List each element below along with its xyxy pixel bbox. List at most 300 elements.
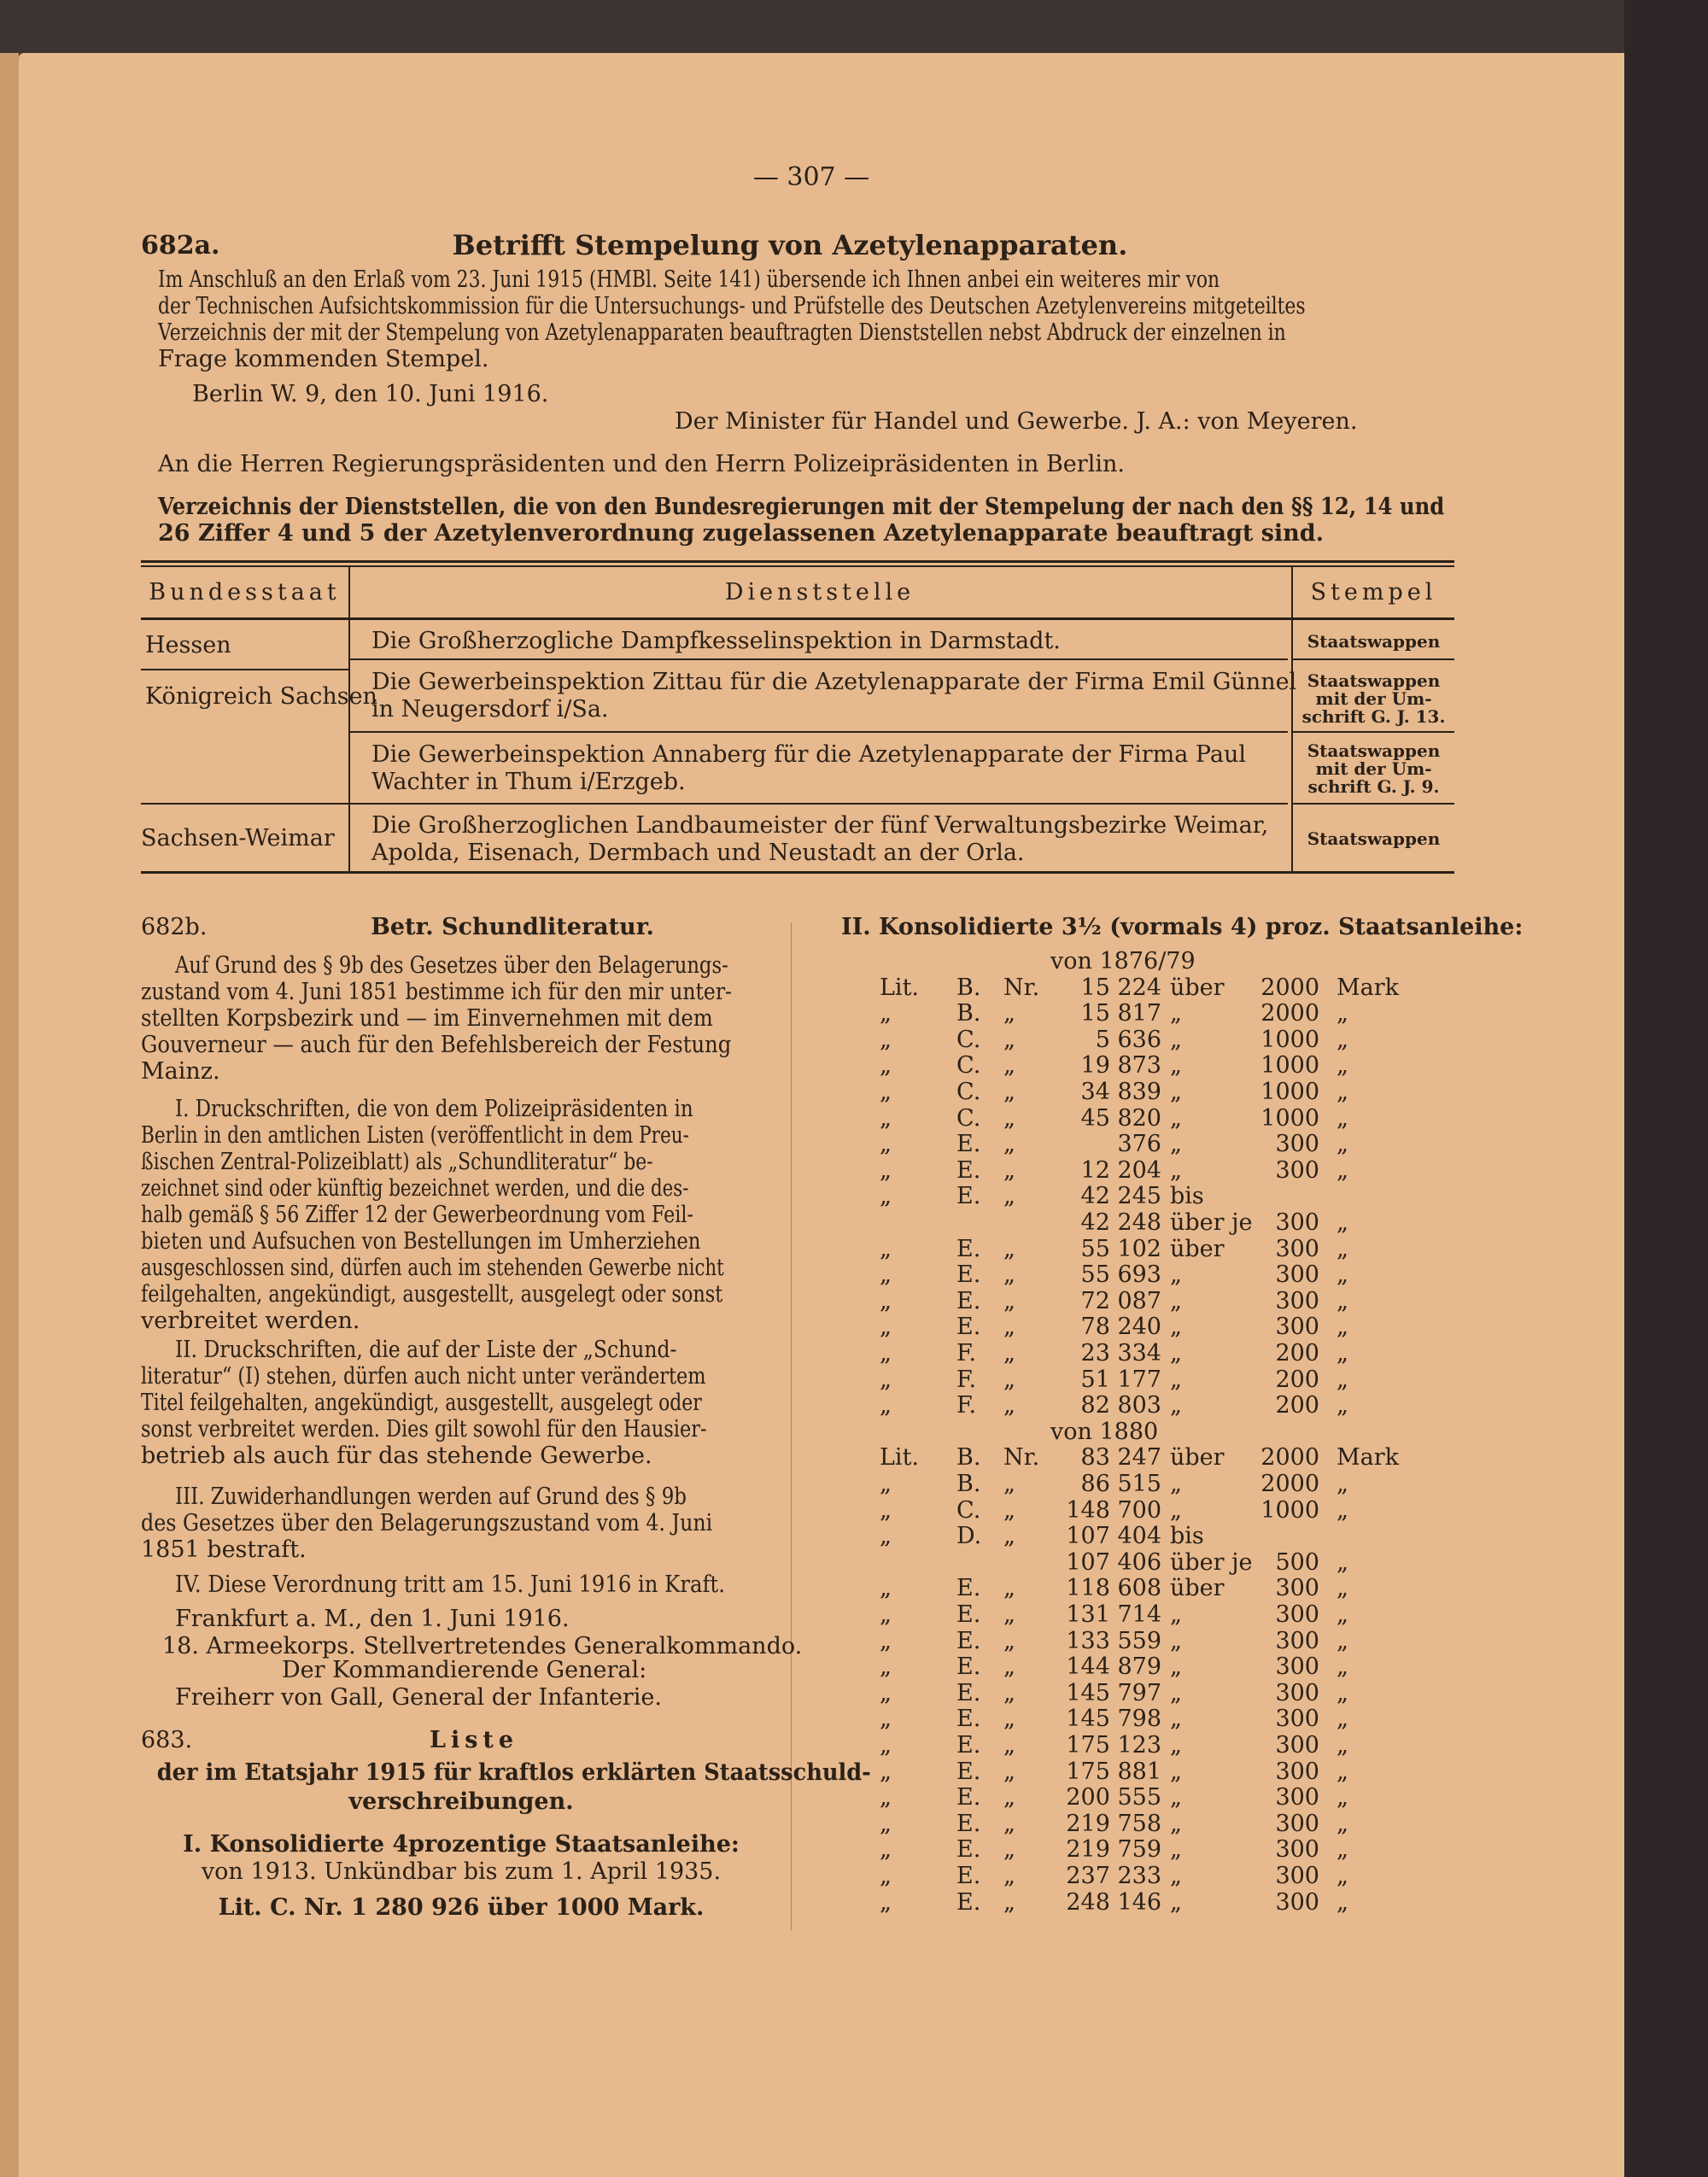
bond-row <box>880 1236 1426 1262</box>
bond-cell: „ <box>1003 1679 1015 1706</box>
bond-cell: „ <box>880 1575 892 1602</box>
intro-paragraph <box>158 266 1443 372</box>
table-cell-office: Die Großherzoglichen Landbaumeister der fünf Verwaltungsbezirke Weimar, <box>371 812 1269 839</box>
stamp-line: schrift G. J. 13. <box>1301 706 1446 727</box>
table-cell-office: in Neugersdorf i/Sa. <box>371 696 609 723</box>
table-header: Dienststelle <box>724 579 915 606</box>
bond-cell: 15 817 <box>1080 1000 1161 1027</box>
bond-cell: 300 <box>1275 1706 1319 1733</box>
bond-cell: 1000 <box>1261 1026 1319 1053</box>
column-divider <box>348 565 350 871</box>
bond-cell: F. <box>956 1366 977 1393</box>
bond-cell: 2000 <box>1261 974 1319 1001</box>
bond-cell: „ <box>1170 1810 1182 1837</box>
bond-cell: Mark <box>1337 1444 1400 1472</box>
bond-cell: „ <box>880 1131 892 1158</box>
bond-row <box>880 1366 1426 1393</box>
bond-cell: „ <box>880 1392 892 1419</box>
bond-cell: „ <box>1170 1758 1182 1785</box>
bond-cell: E. <box>956 1706 981 1733</box>
bond-cell: C. <box>956 1079 981 1105</box>
bond-cell: „ <box>1003 1000 1015 1027</box>
bond-row <box>880 974 1426 1001</box>
bond-cell: „ <box>1003 1104 1015 1132</box>
bond-cell: „ <box>1337 1836 1348 1864</box>
bond-cell: E. <box>956 1575 981 1602</box>
bond-cell: E. <box>956 1235 981 1262</box>
paragraph-line: Verzeichnis der mit der Stempelung von Azetylenapparaten beauftragten Dienststellen nebst Abdruck der einzelnen in <box>158 319 1286 346</box>
stamp-line: schrift G. J. 9. <box>1307 776 1440 797</box>
bond-cell: 300 <box>1275 1601 1319 1628</box>
bond-cell: B. <box>956 974 981 1001</box>
bond-cell: „ <box>1003 1888 1015 1916</box>
bond-row <box>880 1784 1426 1811</box>
bond-cell: „ <box>1337 1863 1348 1889</box>
section-subtitle: verschreibungen. <box>348 1788 574 1815</box>
bond-cell: „ <box>880 1732 892 1759</box>
bond-cell: „ <box>1003 1496 1015 1524</box>
bond-cell: 175 881 <box>1066 1758 1161 1785</box>
bond-cell: „ <box>880 1471 892 1497</box>
bond-cell: 200 <box>1275 1340 1319 1366</box>
bond-cell: „ <box>880 1052 892 1080</box>
bond-row <box>880 1183 1426 1209</box>
section-title: Liste <box>429 1727 519 1753</box>
bond-cell: „ <box>1170 1888 1182 1916</box>
article-paragraph-1 <box>141 1096 790 1334</box>
bond-cell: „ <box>1003 1183 1015 1210</box>
bond-cell: „ <box>1337 1156 1348 1184</box>
bond-cell: B. <box>956 1444 981 1472</box>
bond-cell: „ <box>880 1601 892 1628</box>
table-cell-office: Die Gewerbeinspektion Zittau für die Azetylenapparate der Firma Emil Günnel <box>371 669 1297 695</box>
bond-cell: „ <box>1003 1601 1015 1628</box>
bond-cell: E. <box>956 1261 981 1289</box>
bond-cell: 2000 <box>1261 1444 1319 1472</box>
bond-row <box>880 1575 1426 1601</box>
bond-cell: über <box>1170 1235 1225 1262</box>
bond-cell: 148 700 <box>1066 1496 1161 1524</box>
bond-cell: „ <box>880 1183 892 1210</box>
text-line: halb gemäß § 56 Ziffer 12 der Gewerbeordnung vom Feil- <box>141 1202 693 1228</box>
bond-cell: „ <box>1003 1079 1015 1105</box>
bond-cell: „ <box>1003 1026 1015 1053</box>
bond-cell: Mark <box>1337 974 1400 1001</box>
bond-cell: Nr. <box>1003 974 1040 1001</box>
bond-cell: „ <box>1003 1523 1015 1550</box>
table-cell-office: Wachter in Thum i/Erzgeb. <box>371 769 686 795</box>
bond-cell: „ <box>1337 1627 1348 1654</box>
bond-cell: „ <box>1003 1156 1015 1184</box>
bond-cell: „ <box>880 1340 892 1366</box>
bond-cell: 34 839 <box>1080 1079 1161 1105</box>
bond-row <box>880 1601 1426 1628</box>
bond-cell: „ <box>1003 1627 1015 1654</box>
bond-cell: E. <box>956 1314 981 1341</box>
book-binding <box>1624 0 1708 2177</box>
table-header-rule <box>141 617 1454 620</box>
bond-cell: „ <box>1337 1209 1348 1236</box>
bond-cell: 300 <box>1275 1235 1319 1262</box>
bond-cell: 300 <box>1275 1758 1319 1785</box>
bond-cell: „ <box>880 1758 892 1785</box>
text-line: verbreitet werden. <box>141 1308 360 1334</box>
bond-cell: C. <box>956 1052 981 1080</box>
bond-row <box>880 1000 1426 1027</box>
bond-cell: „ <box>880 1314 892 1341</box>
table-header: Stempel <box>1310 579 1437 606</box>
bond-cell: „ <box>1170 1366 1182 1393</box>
text-line: Gouverneur — auch für den Befehlsbereich der Festung <box>141 1032 732 1058</box>
bond-cell: „ <box>1003 1732 1015 1759</box>
bond-cell: E. <box>956 1732 981 1759</box>
row-rule <box>348 731 1288 733</box>
bond-cell: „ <box>880 1235 892 1262</box>
bond-cell: 248 146 <box>1066 1888 1161 1916</box>
bond-cell: 107 406 <box>1066 1548 1161 1576</box>
stamp-line: Staatswappen <box>1307 670 1441 691</box>
bond-cell: 200 555 <box>1066 1784 1161 1811</box>
table-header: Bundesstaat <box>149 579 341 606</box>
bond-cell: 5 636 <box>1095 1026 1161 1053</box>
bond-cell: 300 <box>1275 1888 1319 1916</box>
bond-cell: Lit. <box>880 1444 919 1472</box>
table-cell-state: Königreich Sachsen <box>145 683 377 710</box>
text-line: ausgeschlossen sind, dürfen auch im stehenden Gewerbe nicht <box>141 1255 724 1281</box>
bond-cell: „ <box>1170 1627 1182 1654</box>
row-rule <box>1291 803 1454 805</box>
table-top-rule <box>141 560 1454 563</box>
bond-cell: „ <box>1170 1784 1182 1811</box>
bond-cell: 219 758 <box>1066 1810 1161 1837</box>
bond-cell: „ <box>1170 1079 1182 1105</box>
bond-cell: 500 <box>1275 1548 1319 1576</box>
bond-cell: „ <box>880 1679 892 1706</box>
bond-cell: C. <box>956 1104 981 1132</box>
bond-cell: 300 <box>1275 1784 1319 1811</box>
bond-cell: 19 873 <box>1080 1052 1161 1080</box>
bond-cell: „ <box>880 1366 892 1393</box>
bond-cell: „ <box>880 1627 892 1654</box>
bond-cell: 300 <box>1275 1863 1319 1889</box>
bond-cell: „ <box>1337 1287 1348 1314</box>
bond-cell: „ <box>1337 1548 1348 1576</box>
bond-cell: 42 245 <box>1080 1183 1161 1210</box>
table-cell-state: Sachsen-Weimar <box>141 825 335 851</box>
bond-cell: „ <box>1337 1653 1348 1681</box>
paragraph-line: Im Anschluß an den Erlaß vom 23. Juni 1915 (HMBl. Seite 141) übersende ich Ihnen anbei ein weiteres mir von <box>158 266 1220 293</box>
paragraph-line: der Technischen Aufsichtskommission für die Untersuchungs- und Prüfstelle des Deutschen Azetylenvereins mitgeteiltes <box>158 293 1306 319</box>
bond-cell: E. <box>956 1287 981 1314</box>
bond-cell: E. <box>956 1653 981 1681</box>
text-line: III. Zuwiderhandlungen werden auf Grund des § 9b <box>175 1484 687 1510</box>
bond-row <box>880 1131 1426 1157</box>
bond-cell: „ <box>1170 1392 1182 1419</box>
bond-cell: 376 <box>1117 1131 1161 1158</box>
bond-row <box>880 1471 1426 1497</box>
bond-cell: 175 123 <box>1066 1732 1161 1759</box>
bond-cell: „ <box>880 1653 892 1681</box>
bond-cell: C. <box>956 1026 981 1053</box>
bond-cell: über je <box>1170 1548 1253 1576</box>
stamp-line: Staatswappen <box>1307 740 1441 761</box>
bond-cell: E. <box>956 1183 981 1210</box>
row-rule <box>1291 731 1454 733</box>
part-line: Lit. C. Nr. 1 280 926 über 1000 Mark. <box>218 1894 705 1921</box>
list-intro <box>158 494 1443 547</box>
bond-cell: E. <box>956 1836 981 1864</box>
bond-cell: „ <box>1003 1863 1015 1889</box>
bond-row <box>880 1811 1426 1837</box>
bond-cell: C. <box>956 1496 981 1524</box>
section-number: 682a. <box>141 231 220 260</box>
bond-cell: 107 404 <box>1066 1523 1161 1550</box>
bond-row <box>880 1157 1426 1184</box>
bond-cell: „ <box>1170 1340 1182 1366</box>
bond-cell: „ <box>1337 1784 1348 1811</box>
article-paragraph-4: IV. Diese Verordnung tritt am 15. Juni 1916 in Kraft. <box>175 1571 725 1598</box>
bond-cell: „ <box>1170 1653 1182 1681</box>
bond-cell: F. <box>956 1340 977 1366</box>
bond-cell: „ <box>1170 1131 1182 1158</box>
bond-cell: „ <box>1170 1679 1182 1706</box>
bond-cell: „ <box>1003 1575 1015 1602</box>
bond-cell: 300 <box>1275 1314 1319 1341</box>
bond-cell: „ <box>1170 1000 1182 1027</box>
bond-cell: „ <box>1170 1706 1182 1733</box>
bond-cell: 300 <box>1275 1679 1319 1706</box>
bond-cell: „ <box>1170 1732 1182 1759</box>
bond-cell: E. <box>956 1888 981 1916</box>
bond-cell: „ <box>1170 1601 1182 1628</box>
bond-cell: 300 <box>1275 1131 1319 1158</box>
bond-cell: 300 <box>1275 1287 1319 1314</box>
corps-line: 18. Armeekorps. Stellvertretendes Generalkommando. <box>162 1633 803 1659</box>
bond-cell: „ <box>880 1261 892 1289</box>
bond-cell: 1000 <box>1261 1079 1319 1105</box>
row-rule <box>1291 658 1454 660</box>
bond-cell: „ <box>880 1287 892 1314</box>
bond-cell: über <box>1170 1575 1225 1602</box>
bond-cell: „ <box>1337 1314 1348 1341</box>
bond-row <box>880 1105 1426 1132</box>
facing-page-edge <box>0 53 19 2177</box>
bond-cell: „ <box>880 1810 892 1837</box>
table-cell-stamp <box>1293 742 1454 796</box>
section-number: 683. <box>141 1727 193 1753</box>
table-cell-office: Apolda, Eisenach, Dermbach und Neustadt an der Orla. <box>371 840 1025 866</box>
bond-cell: „ <box>880 1863 892 1889</box>
text-line: des Gesetzes über den Belagerungszustand vom 4. Juni <box>141 1510 713 1536</box>
list-intro-line: 26 Ziffer 4 und 5 der Azetylenverordnung zugelassenen Azetylenapparate beauftragt sind. <box>158 520 1325 547</box>
bond-cell: B. <box>956 1000 981 1027</box>
bond-cell: 300 <box>1275 1209 1319 1236</box>
bond-cell: 200 <box>1275 1392 1319 1419</box>
bond-row <box>880 1523 1426 1549</box>
bond-cell: 2000 <box>1261 1471 1319 1497</box>
bond-cell: „ <box>880 1888 892 1916</box>
bond-cell: „ <box>1337 1575 1348 1602</box>
place-date: Frankfurt a. M., den 1. Juni 1916. <box>175 1606 570 1632</box>
bond-cell: B. <box>956 1471 981 1497</box>
section-title: Betr. Schundliteratur. <box>371 914 654 940</box>
bond-cell: 145 798 <box>1066 1706 1161 1733</box>
table-bottom-rule <box>141 871 1454 874</box>
bond-cell: „ <box>1170 1314 1182 1341</box>
bond-cell: „ <box>1337 1261 1348 1289</box>
part-title: II. Konsolidierte 3½ (vormals 4) proz. Staatsanleihe: <box>841 914 1524 940</box>
bond-cell: 1000 <box>1261 1052 1319 1080</box>
table-cell-office: Die Großherzogliche Dampfkesselinspektion in Darmstadt. <box>371 628 1061 654</box>
bond-cell: über <box>1170 1444 1225 1472</box>
bond-row <box>880 1444 1426 1471</box>
bond-cell: „ <box>1003 1810 1015 1837</box>
bond-cell: „ <box>880 1026 892 1053</box>
bond-cell: „ <box>1170 1836 1182 1864</box>
bond-cell: 1000 <box>1261 1496 1319 1524</box>
bond-cell: 131 714 <box>1066 1601 1161 1628</box>
bond-cell: „ <box>1337 1104 1348 1132</box>
bond-cell: 300 <box>1275 1156 1319 1184</box>
bond-cell: 118 608 <box>1066 1575 1161 1602</box>
bond-cell: bis <box>1170 1523 1204 1550</box>
bond-cell: „ <box>1170 1863 1182 1889</box>
section-title: Betrifft Stempelung von Azetylenapparaten. <box>452 229 1128 261</box>
bond-cell: 300 <box>1275 1836 1319 1864</box>
article-intro <box>141 952 781 1085</box>
bond-cell: 86 515 <box>1080 1471 1161 1497</box>
bond-cell: „ <box>1337 1052 1348 1080</box>
bond-row <box>880 1549 1426 1576</box>
bond-cell: 51 177 <box>1080 1366 1161 1393</box>
bond-cell: 300 <box>1275 1627 1319 1654</box>
row-rule <box>141 803 348 805</box>
bond-cell: 237 233 <box>1066 1863 1161 1889</box>
text-line: I. Druckschriften, die von dem Polizeipräsidenten in <box>175 1096 693 1122</box>
bond-cell: „ <box>880 1836 892 1864</box>
bond-cell: „ <box>1003 1758 1015 1785</box>
bond-cell: „ <box>880 1156 892 1184</box>
bond-cell: E. <box>956 1863 981 1889</box>
bond-cell: „ <box>1170 1496 1182 1524</box>
bond-cell: „ <box>1337 1000 1348 1027</box>
text-line: ßischen Zentral-Polizeiblatt) als „Schundliteratur“ be- <box>141 1149 653 1175</box>
bond-cell: „ <box>1003 1052 1015 1080</box>
bond-row <box>880 1680 1426 1706</box>
text-line: Titel feilgehalten, angekündigt, ausgestellt, ausgelegt oder <box>141 1390 702 1416</box>
text-line: Mainz. <box>141 1058 220 1085</box>
bond-row <box>880 1732 1426 1759</box>
bond-cell: Nr. <box>1003 1444 1040 1472</box>
bond-cell: „ <box>1170 1026 1182 1053</box>
bond-cell: „ <box>1003 1131 1015 1158</box>
article-paragraph-2 <box>141 1337 790 1469</box>
bond-cell: „ <box>1337 1706 1348 1733</box>
bond-cell: „ <box>1337 1235 1348 1262</box>
text-line: feilgehalten, angekündigt, ausgestellt, ausgelegt oder sonst <box>141 1281 723 1308</box>
bond-cell: über je <box>1170 1209 1253 1236</box>
table-cell-stamp: Staatswappen <box>1307 828 1441 849</box>
part-title: I. Konsolidierte 4prozentige Staatsanleihe: <box>183 1831 740 1858</box>
bond-row <box>880 1052 1426 1079</box>
bond-cell: 145 797 <box>1066 1679 1161 1706</box>
bond-cell: 144 879 <box>1066 1653 1161 1681</box>
section-number: 682b. <box>141 914 208 940</box>
signature: Der Minister für Handel und Gewerbe. J. A.: von Meyeren. <box>675 408 1358 435</box>
row-rule <box>141 669 348 670</box>
bond-cell: „ <box>1003 1706 1015 1733</box>
page-number: — 307 — <box>752 162 870 192</box>
bond-row <box>880 1288 1426 1314</box>
bond-row <box>880 1628 1426 1654</box>
bond-cell: „ <box>1170 1052 1182 1080</box>
text-line: zeichnet sind oder künftig bezeichnet werden, und die des- <box>141 1175 689 1202</box>
bond-cell: 1000 <box>1261 1104 1319 1132</box>
bond-row <box>880 1261 1426 1288</box>
bond-cell: 15 224 <box>1080 974 1161 1001</box>
list-intro-line: Verzeichnis der Dienststellen, die von den Bundesregierungen mit der Stempelung der nach den §§ 12, 14 und <box>158 494 1445 520</box>
bond-cell: „ <box>1170 1261 1182 1289</box>
bond-cell: „ <box>1337 1496 1348 1524</box>
row-rule <box>348 658 1288 660</box>
bond-year: von 1880 <box>1050 1418 1159 1445</box>
bond-cell: E. <box>956 1601 981 1628</box>
bond-row <box>880 1392 1426 1419</box>
bond-year: von 1876/79 <box>1050 948 1196 974</box>
bond-cell: „ <box>1003 1287 1015 1314</box>
bond-cell: „ <box>1337 1888 1348 1916</box>
bond-cell: 300 <box>1275 1653 1319 1681</box>
bond-cell: „ <box>1003 1314 1015 1341</box>
bond-row <box>880 1759 1426 1785</box>
bond-cell: 300 <box>1275 1732 1319 1759</box>
bond-cell: „ <box>1170 1156 1182 1184</box>
bond-cell: „ <box>1337 1732 1348 1759</box>
bond-cell: E. <box>956 1131 981 1158</box>
bond-row <box>880 1706 1426 1732</box>
place-date: Berlin W. 9, den 10. Juni 1916. <box>192 381 549 407</box>
bond-row <box>880 1863 1426 1889</box>
text-line: Berlin in den amtlichen Listen (veröffentlicht in dem Preu- <box>141 1122 689 1149</box>
row-rule <box>348 803 1288 805</box>
paragraph-line: Frage kommenden Stempel. <box>158 346 489 372</box>
addressees: An die Herren Regierungspräsidenten und den Herrn Polizeipräsidenten in Berlin. <box>158 451 1125 477</box>
bond-cell: „ <box>1337 1810 1348 1837</box>
bond-cell: „ <box>1003 1836 1015 1864</box>
bond-row <box>880 1340 1426 1366</box>
bond-cell: „ <box>1003 1392 1015 1419</box>
stamp-line: mit der Um- <box>1315 688 1432 709</box>
general-title: Der Kommandierende General: <box>282 1657 647 1683</box>
bond-row <box>880 1209 1426 1236</box>
table-top-rule-inner <box>141 565 1454 567</box>
bond-cell: Lit. <box>880 974 919 1001</box>
bond-cell: „ <box>880 1104 892 1132</box>
table-cell-stamp <box>1293 672 1454 726</box>
bond-cell: 300 <box>1275 1575 1319 1602</box>
bond-cell: 2000 <box>1261 1000 1319 1027</box>
bond-cell: E. <box>956 1627 981 1654</box>
bond-cell: „ <box>1170 1287 1182 1314</box>
text-line: bieten und Aufsuchen von Bestellungen im Umherziehen <box>141 1228 701 1255</box>
text-line: stellten Korpsbezirk und — im Einvernehmen mit dem <box>141 1005 713 1032</box>
bond-cell: 200 <box>1275 1366 1319 1393</box>
bond-cell: „ <box>880 1784 892 1811</box>
bond-cell: „ <box>1337 1340 1348 1366</box>
bond-cell: „ <box>1170 1104 1182 1132</box>
bond-cell: „ <box>1337 1679 1348 1706</box>
bond-row <box>880 1653 1426 1680</box>
